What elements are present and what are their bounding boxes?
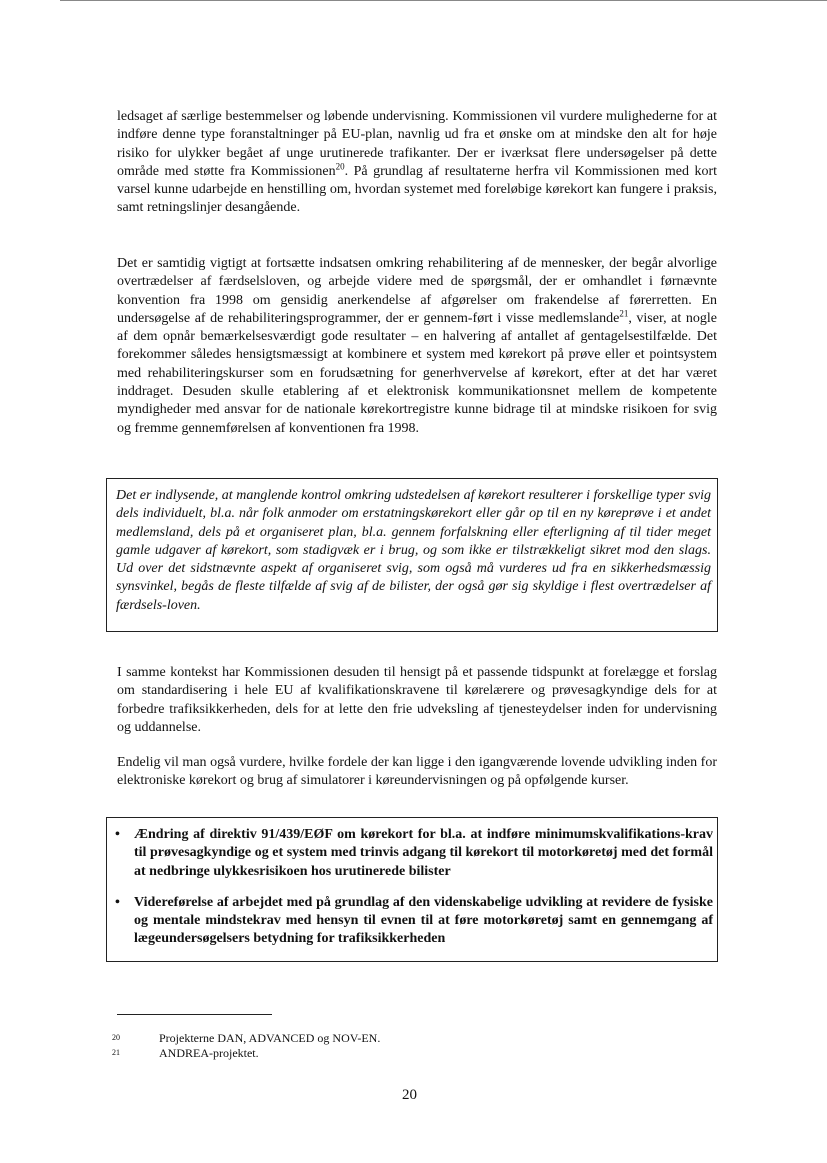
bullet-icon: • [115,827,120,842]
footnote-21 [112,1046,259,1060]
page-number: 20 [402,1087,417,1103]
paragraph-4: Endelig vil man også vurdere, hvilke fordele der kan ligge i den igangværende lovende udvikling inden for elektroniske kørekort og brug af simulatorer i køreundervisningen og på opfølgende kurser. [117,755,717,789]
footnote-number: 21 [112,1048,120,1057]
footnote-number: 20 [112,1033,120,1042]
footnote-separator [117,1014,272,1015]
footnote-text: ANDREA-projektet. [159,1046,259,1060]
italic-note-text: Det er indlysende, at manglende kontrol omkring udstedelsen af kørekort resulterer i forskellige typer svig dels individuelt, bl.a. når folk anmoder om erstatningskørekort eller går op til en ny køreprøve i et andet medlemsland, dels på et organiseret plan, bl.a. gennem forfalskning eller efterligning af til tider meget gamle udgaver af kørekort, som stadigvæk er i brug, og som ikke er tilstrækkeligt sikret mod den slags. Ud over det sidstnævnte aspekt af organiseret svig, som også må vurderes ud fra en sikkerhedsmæssig synsvinkel, begås de fleste tilfælde af svig af de bilister, der også gør sig skyldige i flest overtrædelser af færdsels-loven. [116,488,711,613]
footnote-ref-21: 21 [619,308,629,319]
action-bullet-box [106,817,718,962]
bullet-item-1-text: Ændring af direktiv 91/439/EØF om kørekort for bl.a. at indføre minimumskvalifikations-krav til prøvesagkyndige og et system med trinvis adgang til kørekort til motorkøretøj med det formål at nedbringe ulykkesrisikoen hos urutinerede bilister [134,827,713,879]
bullet-icon: • [115,894,120,910]
paragraph-3: I samme kontekst har Kommissionen desuden til hensigt på et passende tidspunkt at forelægge et forslag om standardisering i hele EU af kvalifikationskravene til kørelærere og prøvesagkyndige dels for at forbedre trafiksikkerheden, dels for at lette den frie udveksling af tjenesteydelser inden for undervisning og uddannelse. [117,665,717,735]
paragraph-1-text: ledsaget af særlige bestemmelser og løbende undervisning. Kommissionen vil vurdere mulighederne for at indføre denne type foranstaltninger på EU-plan, navnlig ud fra et ønske om at mindske den alt for høje risiko for ulykker begået af unge urutinerede trafikanter. Der er iværksat flere undersøgelser på dette område med støtte fra Kommissionen [117,109,717,179]
paragraph-1 [117,108,717,218]
bullet-item-1 [113,826,713,881]
paragraph-2 [117,255,717,438]
footnote-text: Projekterne DAN, ADVANCED og NOV-EN. [159,1031,381,1045]
paragraph-2-text: Det er samtidig vigtigt at fortsætte indsatsen omkring rehabilitering af de mennesker, der begår alvorlige overtrædelser af færdselsloven, og arbejde videre med de spørgsmål, der er omhandlet i førnævnte konvention fra 1998 om gensidig anerkendelse af afgørelser om frakendelse af førerretten. En undersøgelse af de rehabiliteringsprogrammer, der er gennem-ført i visse medlemslande [117,256,717,326]
top-edge-line [60,0,827,1]
paragraph-2-text-end: , viser, at nogle af dem opnår bemærkelsesværdigt gode resultater – en halvering af antallet af gentagelsestilfælde. Det forekommer således hensigtsmæssigt at kombinere et system med kørekort på prøve eller et pointsystem med rehabiliteringskurser som en forudsætning for generhvervelse af kørekort, efter at det har været inddraget. Desuden skulle etablering af et elektronisk kommunikationsnet mellem de kompetente myndigheder med ansvar for de nationale kørekortregistre kunne bidrage til at mindske risikoen for svig og fremme gennemførelsen af konventionen fra 1998. [117,310,717,436]
paragraph-1-text-end: . På grundlag af resultaterne herfra vil Kommissionen med kort varsel kunne udarbejde en henstilling om, hvordan systemet med foreløbige kørekort kan fungere i praksis, samt retningslinjer desangående. [117,163,717,216]
footnote-20 [112,1031,380,1045]
footnote-ref-20: 20 [335,161,345,172]
bullet-item-2-text: Videreførelse af arbejdet med på grundlag af den videnskabelige udvikling at revidere de fysiske og mentale mindstekrav med hensyn til evnen til at føre motorkøretøj samt en gennemgang af lægeundersøgelsers betydning for trafiksikkerheden [134,894,713,947]
italic-note-box [106,478,718,632]
bullet-item-2 [113,894,713,949]
